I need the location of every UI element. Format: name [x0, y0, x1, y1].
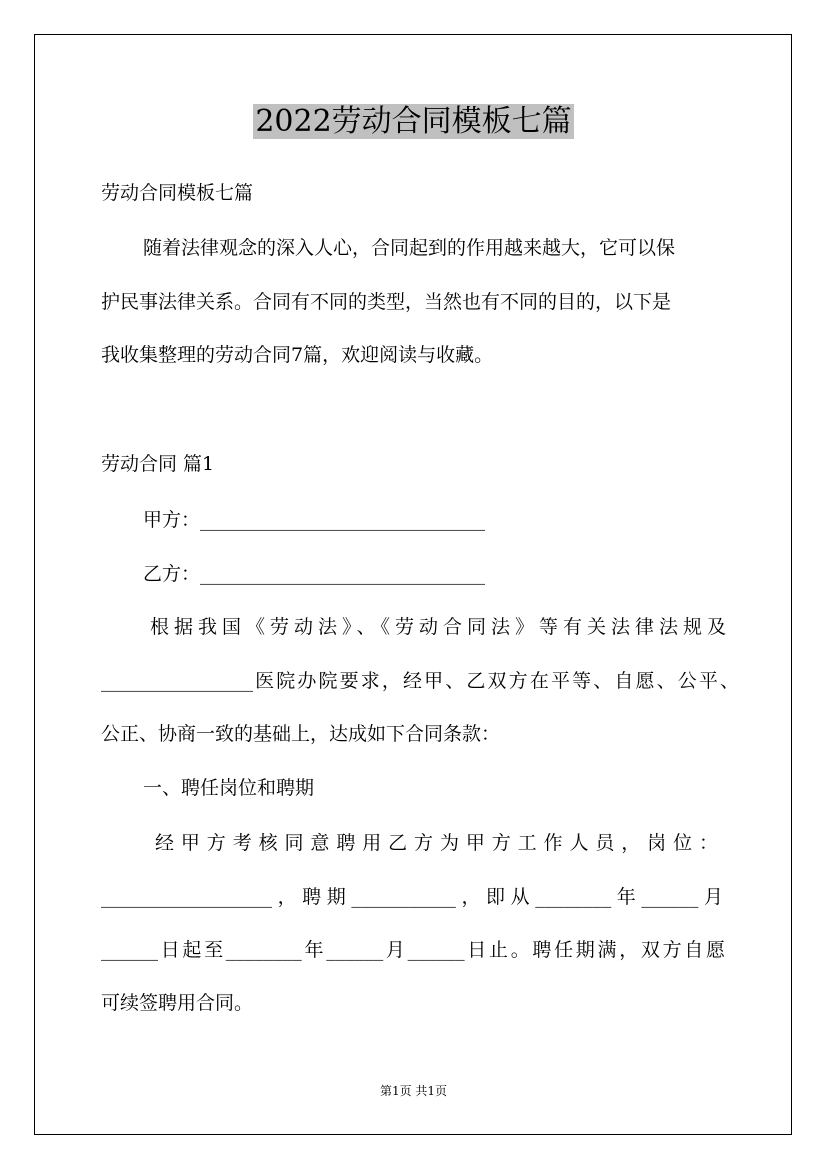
page-footer: 第1页 共1页	[379, 1084, 448, 1098]
party-b-field: 乙方：______________________________	[143, 563, 486, 585]
section-heading: 劳动合同 篇1	[101, 453, 215, 475]
intro-line-3: 我收集整理的劳动合同7篇，欢迎阅读与收藏。	[101, 344, 494, 366]
intro-line-1: 随着法律观念的深入人心，合同起到的作用越来越大，它可以保	[143, 237, 676, 259]
clause-line-1: 经甲方考核同意聘用乙方为甲方工作人员，岗位：	[155, 832, 718, 854]
basis-line-3: 公正、协商一致的基础上，达成如下合同条款：	[101, 723, 501, 745]
clause-line-4: 可续签聘用合同。	[101, 992, 254, 1014]
intro-line-2: 护民事法律关系。合同有不同的类型，当然也有不同的目的，以下是	[101, 291, 672, 313]
clause-line-3: ______日起至________年______月______日止。聘任期满，双方自愿	[101, 939, 725, 961]
document-subtitle: 劳动合同模板七篇	[101, 182, 254, 204]
basis-line-1: 根据我国《劳动法》、《劳动合同法》等有关法律法规及	[150, 616, 726, 638]
clause-line-2: __________________，聘期___________，即从________年______月	[101, 886, 723, 908]
clause-heading: 一、聘任岗位和聘期	[143, 777, 315, 799]
basis-line-2: ________________医院办院要求，经甲、乙双方在平等、自愿、公平、	[101, 670, 739, 692]
party-a-field: 甲方：______________________________	[143, 509, 486, 531]
document-title: 2022劳动合同模板七篇	[255, 104, 572, 139]
